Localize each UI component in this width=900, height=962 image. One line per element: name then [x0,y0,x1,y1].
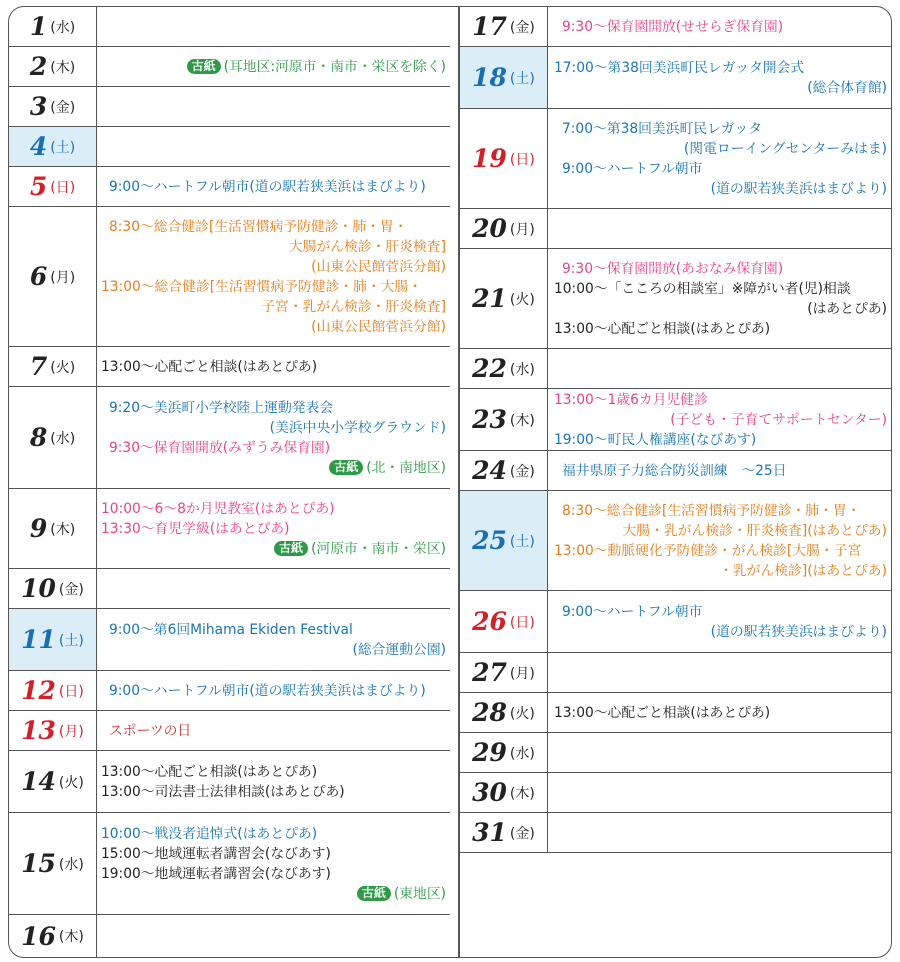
day-row-30 [460,773,891,813]
date-cell [9,751,97,812]
events-cell [99,671,450,710]
date-cell [460,349,548,388]
recycling-note [101,57,446,77]
events-cell [99,127,450,166]
event-line [554,430,887,450]
events-cell [550,349,891,388]
event-text: 7:00～第38回美浜町民レガッタ [562,120,763,137]
date-cell [460,733,548,772]
event-text: 13:30～育児学級(はあとぴあ) [101,520,290,537]
event-line [554,622,887,642]
events-cell [550,693,891,732]
event-text: 子宮・乳がん検診・肝炎検査] [261,298,446,315]
day-number: 6 [29,262,48,291]
day-number: 20 [472,214,507,243]
date-cell [460,7,548,46]
day-of-week: (木) [58,929,84,945]
event-text: 8:30～総合健診[生活習慣病予防健診・肺・胃・ [109,218,408,235]
event-text: ・乳がん検診](はあとぴあ) [719,562,887,579]
event-text: 9:00～ハートフル朝市 [562,603,703,620]
day-of-week: (火) [509,291,535,308]
day-number: 3 [29,92,48,121]
day-of-week: (月) [509,221,535,238]
event-text: 13:00～司法書士法律相談(はあとぴあ) [101,783,345,800]
day-of-week: (土) [509,533,535,550]
event-line [101,620,446,640]
day-of-week: (金) [58,581,84,598]
events-cell [99,569,450,608]
events-cell [99,387,450,488]
day-row-13 [9,711,450,751]
event-line [101,640,446,660]
event-line [101,681,446,701]
event-text: 13:00～1歳6カ月児健診 [554,391,708,408]
event-text: (道の駅若狭美浜はまびより) [710,623,887,640]
date-cell [460,813,548,852]
event-line [101,782,446,802]
event-line [101,277,446,297]
event-text: 9:00～ハートフル朝市(道の駅若狭美浜はまびより) [109,682,426,699]
day-row-25 [460,491,891,591]
day-row-18 [460,47,891,109]
event-text: 10:00～「こころの相談室」※障がい者(児)相談 [554,280,851,297]
day-of-week: (火) [58,774,84,791]
event-text: 9:00～第6回Mihama Ekiden Festival [109,621,353,638]
day-of-week: (日) [509,614,535,631]
event-line [554,461,887,481]
day-row-11 [9,609,450,671]
day-of-week: (日) [509,151,535,168]
events-cell [550,7,891,46]
day-number: 31 [472,818,507,847]
event-text: (総合運動公園) [352,641,446,658]
day-row-28 [460,693,891,733]
event-line [554,119,887,139]
day-number: 17 [472,12,507,41]
day-number: 21 [472,284,507,313]
date-cell [9,569,97,608]
events-cell [550,773,891,812]
day-row-2 [9,47,450,87]
date-cell [460,451,548,490]
day-of-week: (金) [509,825,535,842]
event-text: (東地区) [393,885,446,902]
events-cell [550,249,891,348]
date-cell [460,209,548,248]
event-text: (山東公民館菅浜分館) [311,318,446,335]
events-cell [550,813,891,852]
day-of-week: (木) [509,412,535,429]
event-text: 10:00～6～8か月児教室(はあとぴあ) [101,500,335,517]
date-cell [460,693,548,732]
events-cell [99,347,450,386]
day-number: 10 [21,574,56,603]
event-line [554,390,887,410]
date-cell [9,671,97,710]
day-number: 30 [472,778,507,807]
event-text: 17:00～第38回美浜町民レガッタ開会式 [554,59,805,76]
events-cell [99,915,450,957]
event-text: 13:00～心配ごと相談(はあとぴあ) [554,704,771,721]
event-line [101,317,446,337]
events-cell [550,109,891,208]
events-cell [99,87,450,126]
event-line [554,602,887,622]
events-cell [550,653,891,692]
date-cell [9,711,97,750]
event-text: 9:30～保育園開放(せせらぎ保育園) [562,18,784,35]
day-of-week: (金) [50,99,76,116]
event-text: 19:00～町民人権講座(なびあす) [554,431,757,448]
event-line [554,279,887,299]
event-line [554,521,887,541]
day-of-week: (土) [509,70,535,87]
event-text: 13:00～総合健診[生活習慣病予防健診・肺・大腸・ [101,278,423,295]
events-cell [99,813,450,914]
day-number: 7 [29,352,48,381]
recycling-note [101,539,446,559]
date-cell [460,591,548,652]
day-number: 23 [472,405,507,434]
events-cell [550,209,891,248]
event-text: 福井県原子力総合防災訓練 ～25日 [562,462,787,479]
day-row-6 [9,207,450,347]
day-of-week: (水) [50,430,76,447]
date-cell [460,249,548,348]
event-text: 9:00～ハートフル朝市 [562,160,703,177]
day-number: 24 [472,456,507,485]
date-cell [9,207,97,346]
date-cell [9,87,97,126]
date-cell [9,7,97,46]
date-cell [460,773,548,812]
event-text: 13:00～心配ごと相談(はあとぴあ) [101,358,318,375]
day-of-week: (土) [50,139,76,156]
day-row-7 [9,347,450,387]
event-line [554,541,887,561]
event-line [554,78,887,98]
event-line [101,297,446,317]
day-row-4 [9,127,450,167]
day-row-10 [9,569,450,609]
day-of-week: (水) [509,361,535,378]
day-of-week: (火) [50,359,76,376]
event-text: (美浜中央小学校グラウンド) [269,419,446,436]
event-line [101,762,446,782]
day-row-14 [9,751,450,813]
day-number: 8 [29,423,48,452]
recycling-note [101,884,446,904]
event-text: (関電ローイングセンターみはま) [683,140,887,157]
event-line [101,257,446,277]
event-line [554,319,887,339]
events-cell [99,751,450,812]
date-cell [460,653,548,692]
day-number: 14 [21,767,56,796]
day-row-27 [460,653,891,693]
event-text: 9:00～ハートフル朝市(道の駅若狭美浜はまびより) [109,178,426,195]
event-line [554,561,887,581]
event-text: 19:00～地域運転者講習会(なびあす) [101,865,331,882]
date-cell [9,489,97,568]
day-of-week: (月) [50,269,76,286]
day-row-20 [460,209,891,249]
day-of-week: (水) [58,856,84,873]
event-text: 13:00～心配ごと相談(はあとぴあ) [101,763,318,780]
day-row-8 [9,387,450,489]
date-cell [460,389,548,450]
day-row-19 [460,109,891,209]
date-cell [9,609,97,670]
event-line [554,58,887,78]
event-line [101,844,446,864]
day-row-23 [460,389,891,451]
events-cell [99,167,450,206]
day-number: 15 [21,849,56,878]
date-cell [9,915,97,957]
event-line [101,824,446,844]
day-row-24 [460,451,891,491]
event-line [554,501,887,521]
date-cell [9,127,97,166]
event-text: (道の駅若狭美浜はまびより) [710,180,887,197]
event-line [101,438,446,458]
day-number: 9 [29,514,48,543]
event-line [101,519,446,539]
day-number: 1 [29,12,48,41]
event-text: (河原市・南市・栄区) [311,540,446,557]
event-text: 13:00～心配ごと相談(はあとぴあ) [554,320,771,337]
date-cell [460,47,548,108]
day-number: 13 [21,716,56,745]
calendar-frame [8,6,892,958]
day-of-week: (水) [50,19,76,36]
event-text: (子ども・子育てサポートセンター) [670,411,887,428]
day-row-3 [9,87,450,127]
day-row-9 [9,489,450,569]
day-row-21 [460,249,891,349]
date-cell [460,109,548,208]
day-of-week: (火) [509,705,535,722]
events-cell [550,491,891,590]
date-cell [9,387,97,488]
day-of-week: (日) [50,179,76,196]
event-line [554,703,887,723]
event-line [101,237,446,257]
day-row-16 [9,915,450,957]
event-line [101,357,446,377]
day-of-week: (木) [509,785,535,802]
recycling-note [101,458,446,478]
event-text: (山東公民館菅浜分館) [311,258,446,275]
day-number: 29 [472,738,507,767]
events-cell [550,591,891,652]
event-line [554,410,887,430]
event-text: (北・南地区) [366,459,446,476]
day-number: 27 [472,658,507,687]
events-cell [550,451,891,490]
day-row-15 [9,813,450,915]
date-cell [9,813,97,914]
event-text: 8:30～総合健診[生活習慣病予防健診・肺・胃・ [562,502,861,519]
day-row-12 [9,671,450,711]
event-text: 13:00～動脈硬化予防健診・がん検診[大腸・子宮 [554,542,862,559]
day-number: 19 [472,144,507,173]
events-cell [99,711,450,750]
events-cell [99,47,450,86]
paper-recycling-badge: 古紙 [329,460,363,475]
events-cell [550,389,891,450]
day-number: 22 [472,354,507,383]
day-number: 12 [21,676,56,705]
day-of-week: (月) [58,723,84,740]
events-cell [99,609,450,670]
paper-recycling-badge: 古紙 [274,541,308,556]
date-cell [9,47,97,86]
day-number: 5 [29,172,48,201]
event-line [554,17,887,37]
event-text: (耳地区:河原市・南市・栄区を除く) [223,58,446,75]
day-number: 11 [21,625,56,654]
day-of-week: (土) [58,632,84,649]
events-cell [99,7,450,46]
event-line [554,179,887,199]
day-number: 16 [21,921,56,951]
events-cell [550,47,891,108]
day-number: 28 [472,698,507,727]
event-line [101,398,446,418]
event-text: (はあとぴあ) [807,300,887,317]
events-cell [99,489,450,568]
day-row-22 [460,349,891,389]
day-row-26 [460,591,891,653]
event-line [101,217,446,237]
day-number: 26 [472,607,507,636]
event-text: 大腸・乳がん検診・肝炎検査](はあとぴあ) [622,522,887,539]
date-cell [460,491,548,590]
date-cell [9,347,97,386]
day-of-week: (月) [509,665,535,682]
day-row-1 [9,7,450,47]
event-line [101,864,446,884]
day-row-5 [9,167,450,207]
event-line [554,139,887,159]
event-line [554,259,887,279]
event-text: (総合体育館) [807,79,887,96]
day-row-31 [460,813,891,853]
event-line [554,159,887,179]
day-number: 2 [29,52,48,81]
day-number: 25 [472,526,507,555]
day-of-week: (日) [58,683,84,700]
day-of-week: (木) [50,59,76,76]
day-of-week: (水) [509,745,535,762]
day-number: 18 [472,63,507,92]
event-line [554,299,887,319]
paper-recycling-badge: 古紙 [357,886,391,901]
day-number: 4 [29,132,48,161]
event-text: 9:20～美浜町小学校陸上運動発表会 [109,399,334,416]
event-text: 10:00～戦没者追悼式(はあとぴあ) [101,825,318,842]
event-line [101,499,446,519]
event-text: スポーツの日 [109,722,192,739]
event-line [101,177,446,197]
day-row-17 [460,7,891,47]
day-of-week: (金) [509,463,535,480]
day-of-week: (木) [50,521,76,538]
day-row-29 [460,733,891,773]
event-text: 大腸がん検診・肝炎検査] [288,238,446,255]
paper-recycling-badge: 古紙 [187,59,221,74]
event-text: 15:00～地域運転者講習会(なびあす) [101,845,331,862]
event-line [101,721,446,741]
events-cell [99,207,450,346]
events-cell [550,733,891,772]
event-text: 9:30～保育園開放(みずうみ保育園) [109,439,331,456]
event-line [101,418,446,438]
event-text: 9:30～保育園開放(あおなみ保育園) [562,260,784,277]
date-cell [9,167,97,206]
day-of-week: (金) [509,19,535,36]
